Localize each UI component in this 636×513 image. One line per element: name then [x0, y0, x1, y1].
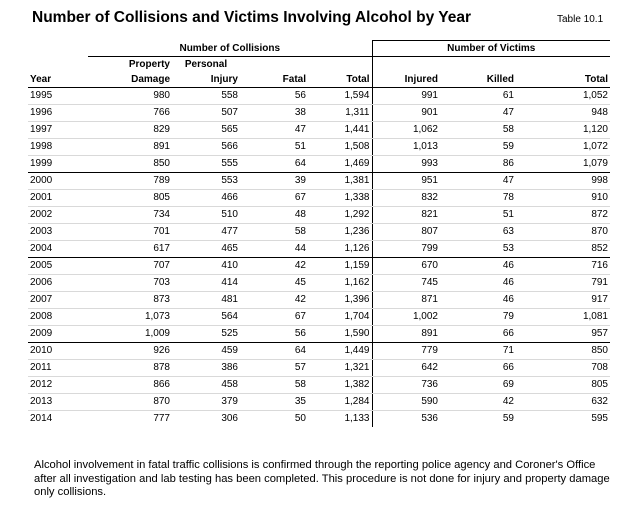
cell-personal-injury: 558	[172, 88, 240, 105]
table-row	[28, 122, 610, 139]
cell-year: 2001	[28, 190, 88, 207]
cell-property-damage: 891	[88, 139, 172, 156]
cell-victims-total: 595	[591, 413, 608, 424]
cell-victims-total: 708	[516, 360, 610, 377]
cell-year: 2007	[28, 292, 88, 309]
table-body	[28, 88, 610, 428]
cell-killed: 66	[440, 360, 516, 377]
cell-year: 2012	[28, 377, 88, 394]
cell-killed: 46	[440, 258, 516, 275]
cell-personal-injury: 458	[172, 377, 240, 394]
cell-injured: 891	[372, 326, 440, 343]
cell-victims-total: 1,072	[516, 139, 610, 156]
cell-injured: 951	[372, 173, 440, 190]
table-row	[28, 207, 610, 224]
cell-property-damage: 617	[88, 241, 172, 258]
cell-year: 2014	[30, 413, 53, 424]
cell-injured: 536	[372, 411, 440, 428]
col-header-damage: Damage	[88, 72, 172, 88]
cell-year: 2006	[28, 275, 88, 292]
cell-fatal: 38	[240, 105, 308, 122]
cell-fatal: 57	[240, 360, 308, 377]
cell-personal-injury: 410	[172, 258, 240, 275]
cell-fatal: 50	[294, 413, 306, 424]
cell-fatal: 58	[240, 224, 308, 241]
cell-injured: 799	[372, 241, 440, 258]
cell-year: 2005	[28, 258, 88, 275]
cell-property-damage: 707	[88, 258, 172, 275]
cell-year: 2011	[28, 360, 88, 377]
cell-killed: 59	[502, 413, 514, 424]
cell-fatal: 39	[240, 173, 308, 190]
cell-fatal: 47	[240, 122, 308, 139]
cell-personal-injury: 477	[172, 224, 240, 241]
cell-property-damage: 703	[88, 275, 172, 292]
cell-injured: 1,062	[372, 122, 440, 139]
cell-property-damage: 766	[88, 105, 172, 122]
cell-injured: 642	[372, 360, 440, 377]
cell-injured: 832	[372, 190, 440, 207]
cell-year: 1998	[28, 139, 88, 156]
cell-fatal: 44	[240, 241, 308, 258]
cell-fatal: 58	[240, 377, 308, 394]
cell-victims-total: 852	[516, 241, 610, 258]
table-row	[28, 275, 610, 292]
col-header-collisions-total: Total	[308, 72, 372, 88]
cell-injured: 736	[372, 377, 440, 394]
cell-killed: 46	[440, 275, 516, 292]
cell-victims-total: 1,052	[516, 88, 610, 105]
cell-personal-injury: 465	[172, 241, 240, 258]
cell-collisions-total: 1,162	[308, 275, 372, 292]
col-header-year: Year	[28, 72, 88, 88]
table-row	[28, 343, 610, 360]
cell-collisions-total: 1,311	[308, 105, 372, 122]
cell-victims-total: 805	[516, 377, 610, 394]
cell-personal-injury: 379	[172, 394, 240, 411]
table-row	[28, 292, 610, 309]
cell-year: 1995	[28, 88, 88, 105]
cell-victims-total: 1,079	[516, 156, 610, 173]
cell-victims-total: 716	[516, 258, 610, 275]
cell-year: 2013	[28, 394, 88, 411]
cell-fatal: 42	[240, 258, 308, 275]
cell-killed: 58	[440, 122, 516, 139]
cell-killed: 69	[440, 377, 516, 394]
cell-year: 2004	[28, 241, 88, 258]
cell-collisions-total: 1,284	[308, 394, 372, 411]
cell-personal-injury: 525	[172, 326, 240, 343]
cell-victims-total: 1,081	[516, 309, 610, 326]
cell-victims-total: 910	[516, 190, 610, 207]
cell-injured: 821	[372, 207, 440, 224]
column-header-row	[28, 72, 610, 88]
table-row	[28, 139, 610, 156]
cell-injured: 871	[372, 292, 440, 309]
cell-injured: 1,002	[372, 309, 440, 326]
col-header-injured: Injured	[372, 72, 440, 88]
cell-fatal: 64	[240, 156, 308, 173]
cell-year: 2003	[28, 224, 88, 241]
cell-victims-total: 948	[516, 105, 610, 122]
cell-killed: 46	[440, 292, 516, 309]
cell-collisions-total: 1,133	[344, 413, 370, 424]
table-row	[28, 411, 610, 428]
cell-killed: 61	[440, 88, 516, 105]
cell-collisions-total: 1,449	[308, 343, 372, 360]
cell-killed: 42	[440, 394, 516, 411]
cell-year: 2010	[28, 343, 88, 360]
cell-fatal: 64	[240, 343, 308, 360]
cell-victims-total: 872	[516, 207, 610, 224]
cell-injured: 901	[372, 105, 440, 122]
cell-killed: 66	[440, 326, 516, 343]
cell-property-damage: 873	[88, 292, 172, 309]
table-row	[28, 360, 610, 377]
cell-year: 1999	[28, 156, 88, 173]
cell-victims-total: 850	[516, 343, 610, 360]
cell-injured: 1,013	[372, 139, 440, 156]
cell-collisions-total: 1,338	[308, 190, 372, 207]
cell-personal-injury: 466	[172, 190, 240, 207]
cell-collisions-total: 1,236	[308, 224, 372, 241]
cell-property-damage: 777	[153, 413, 170, 424]
cell-collisions-total: 1,590	[308, 326, 372, 343]
subheader-personal: Personal	[184, 59, 228, 70]
cell-killed: 63	[440, 224, 516, 241]
col-header-victims-total: Total	[516, 72, 610, 88]
cell-injured: 779	[372, 343, 440, 360]
cell-victims-total: 957	[516, 326, 610, 343]
cell-victims-total: 917	[516, 292, 610, 309]
table-row	[28, 105, 610, 122]
cell-injured: 807	[372, 224, 440, 241]
cell-year: 2008	[28, 309, 88, 326]
cell-personal-injury: 507	[172, 105, 240, 122]
cell-personal-injury: 414	[172, 275, 240, 292]
cell-personal-injury: 510	[172, 207, 240, 224]
cell-victims-total: 998	[516, 173, 610, 190]
cell-fatal: 56	[240, 88, 308, 105]
cell-killed: 79	[440, 309, 516, 326]
cell-fatal: 42	[240, 292, 308, 309]
cell-property-damage: 870	[88, 394, 172, 411]
cell-fatal: 67	[240, 309, 308, 326]
cell-killed: 47	[440, 173, 516, 190]
cell-injured: 745	[372, 275, 440, 292]
table-row	[28, 309, 610, 326]
table-row	[28, 190, 610, 207]
cell-collisions-total: 1,382	[308, 377, 372, 394]
cell-property-damage: 829	[88, 122, 172, 139]
cell-property-damage: 850	[88, 156, 172, 173]
footnote: Alcohol involvement in fatal traffic collisions is confirmed through the reporting police agency and Coroner's Office after all investigation and lab testing has been completed. This procedure is not done for injury and property damage only collisions.	[34, 459, 610, 498]
cell-year: 2000	[28, 173, 88, 190]
cell-injured: 590	[372, 394, 440, 411]
group-header-row	[28, 41, 610, 57]
cell-property-damage: 866	[88, 377, 172, 394]
subheader-property: Property	[128, 59, 170, 70]
cell-fatal: 45	[240, 275, 308, 292]
cell-killed: 47	[440, 105, 516, 122]
table-row	[28, 173, 610, 190]
table-row	[28, 88, 610, 105]
cell-collisions-total: 1,469	[308, 156, 372, 173]
cell-year: 2009	[28, 326, 88, 343]
table-row	[28, 258, 610, 275]
cell-fatal: 48	[240, 207, 308, 224]
cell-personal-injury: 564	[172, 309, 240, 326]
cell-fatal: 51	[240, 139, 308, 156]
cell-property-damage: 701	[88, 224, 172, 241]
cell-property-damage: 789	[88, 173, 172, 190]
cell-personal-injury: 306	[221, 413, 238, 424]
cell-killed: 51	[440, 207, 516, 224]
cell-personal-injury: 555	[172, 156, 240, 173]
cell-collisions-total: 1,292	[308, 207, 372, 224]
cell-property-damage: 926	[88, 343, 172, 360]
cell-personal-injury: 553	[172, 173, 240, 190]
cell-fatal: 35	[240, 394, 308, 411]
cell-year: 2002	[28, 207, 88, 224]
cell-year: 1996	[28, 105, 88, 122]
cell-killed: 86	[440, 156, 516, 173]
cell-fatal: 56	[240, 326, 308, 343]
table-row	[28, 377, 610, 394]
table-row	[28, 156, 610, 173]
cell-collisions-total: 1,321	[308, 360, 372, 377]
cell-injured: 993	[372, 156, 440, 173]
subheader-row	[28, 57, 610, 73]
cell-collisions-total: 1,594	[308, 88, 372, 105]
cell-victims-total: 791	[516, 275, 610, 292]
cell-killed: 53	[440, 241, 516, 258]
cell-victims-total: 1,120	[516, 122, 610, 139]
table-number: Table 10.1	[557, 14, 604, 25]
col-header-injury: Injury	[172, 72, 240, 88]
cell-property-damage: 1,009	[88, 326, 172, 343]
cell-personal-injury: 386	[172, 360, 240, 377]
cell-killed: 71	[440, 343, 516, 360]
collisions-group-header: Number of Collisions	[88, 41, 372, 57]
cell-property-damage: 734	[88, 207, 172, 224]
cell-property-damage: 878	[88, 360, 172, 377]
cell-injured: 991	[372, 88, 440, 105]
cell-collisions-total: 1,381	[308, 173, 372, 190]
cell-property-damage: 980	[88, 88, 172, 105]
cell-collisions-total: 1,396	[308, 292, 372, 309]
cell-collisions-total: 1,508	[308, 139, 372, 156]
cell-property-damage: 1,073	[88, 309, 172, 326]
cell-personal-injury: 566	[172, 139, 240, 156]
cell-personal-injury: 459	[172, 343, 240, 360]
cell-injured: 670	[372, 258, 440, 275]
cell-personal-injury: 481	[172, 292, 240, 309]
page-title: Number of Collisions and Victims Involving Alcohol by Year	[32, 9, 471, 26]
table-row	[28, 241, 610, 258]
cell-year: 1997	[28, 122, 88, 139]
cell-killed: 59	[440, 139, 516, 156]
table-row	[28, 394, 610, 411]
collisions-victims-table	[28, 40, 610, 427]
cell-collisions-total: 1,704	[308, 309, 372, 326]
cell-personal-injury: 565	[172, 122, 240, 139]
table-row	[28, 224, 610, 241]
victims-group-header: Number of Victims	[372, 41, 610, 57]
cell-fatal: 67	[240, 190, 308, 207]
col-header-fatal: Fatal	[240, 72, 308, 88]
cell-victims-total: 632	[516, 394, 610, 411]
table-row	[28, 326, 610, 343]
cell-collisions-total: 1,159	[308, 258, 372, 275]
cell-collisions-total: 1,126	[308, 241, 372, 258]
cell-property-damage: 805	[88, 190, 172, 207]
cell-collisions-total: 1,441	[308, 122, 372, 139]
cell-killed: 78	[440, 190, 516, 207]
cell-victims-total: 870	[516, 224, 610, 241]
col-header-killed: Killed	[440, 72, 516, 88]
